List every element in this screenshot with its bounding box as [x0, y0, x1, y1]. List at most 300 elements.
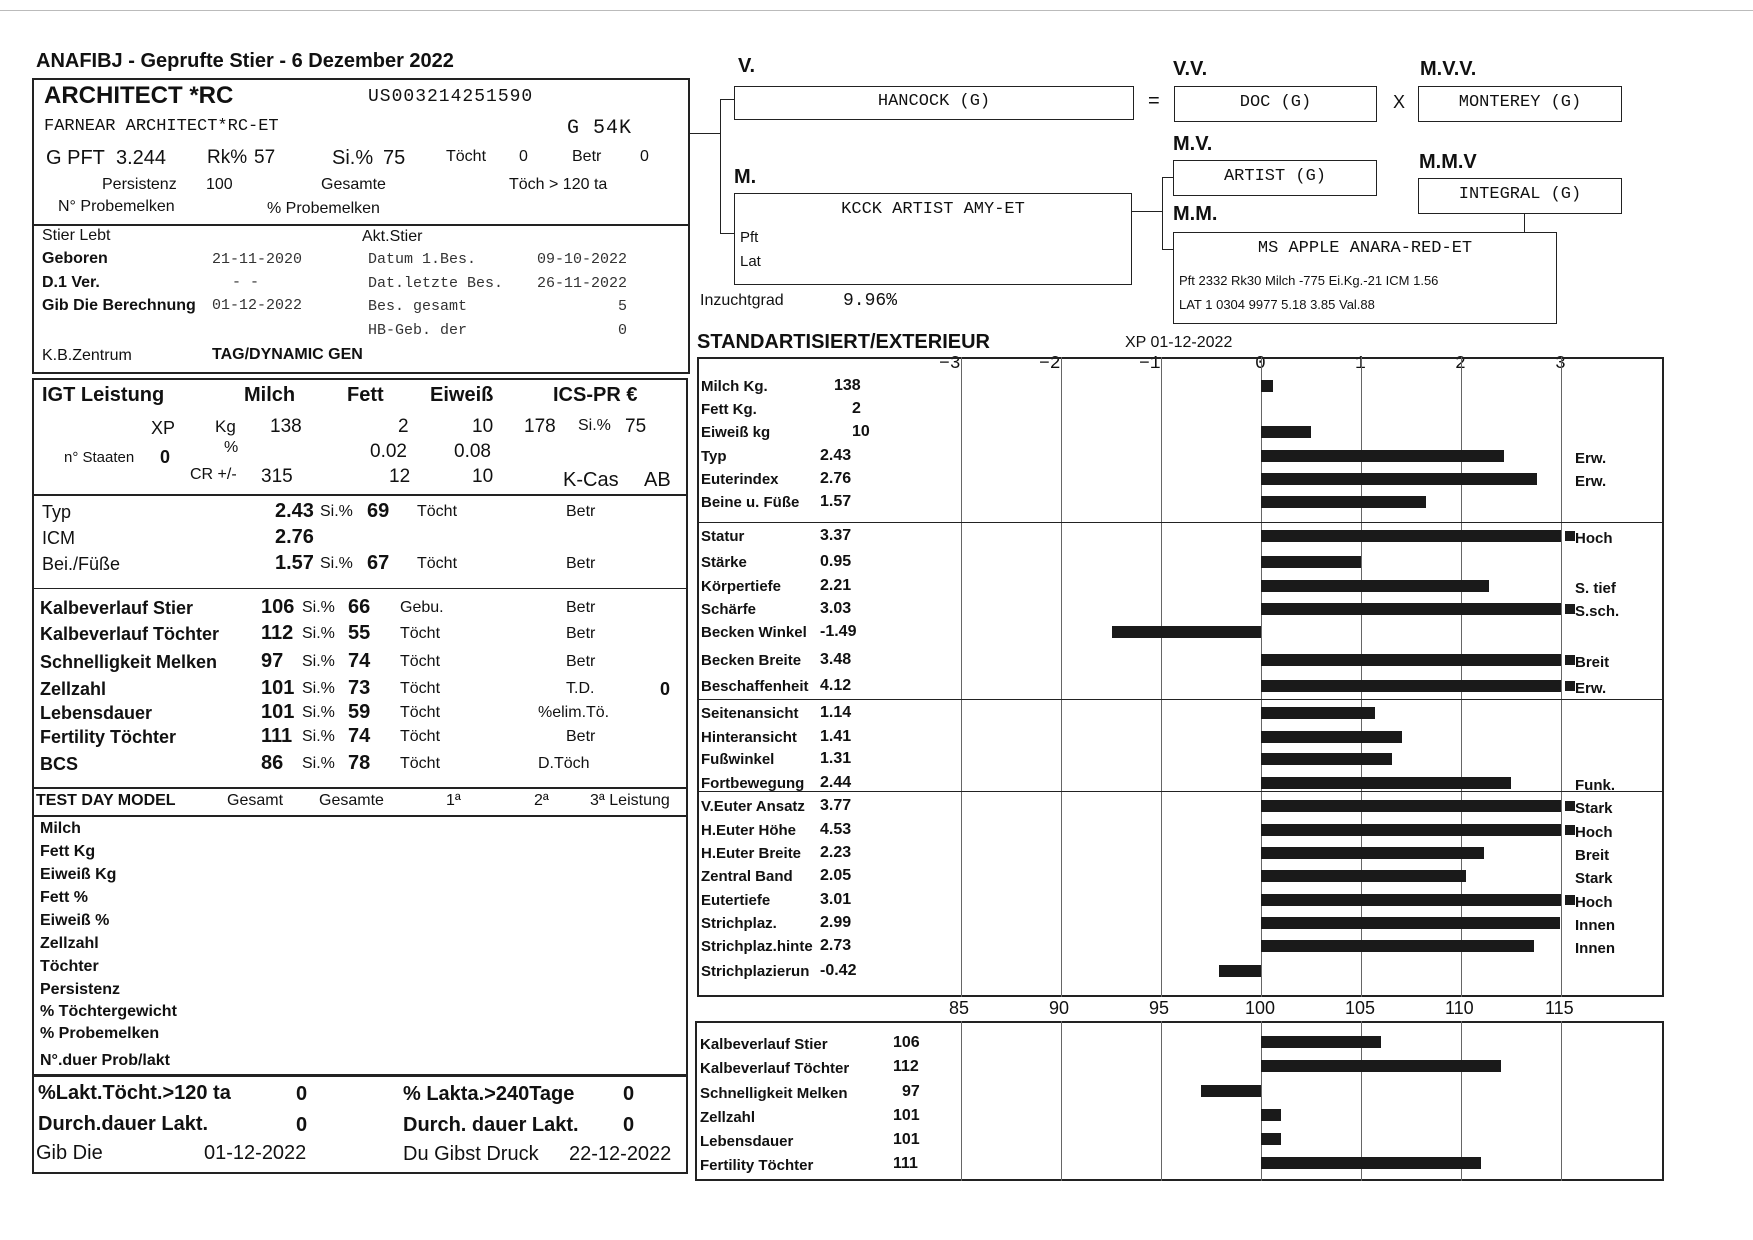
trait-si: 73: [348, 677, 371, 699]
exterieur-tag: Hoch: [1575, 894, 1613, 911]
pedigree-mv-label: M.V.: [1173, 133, 1213, 155]
dam-sire-box: ARTIST (G): [1173, 160, 1377, 196]
exterieur-tick: 2: [1455, 354, 1466, 374]
igt-kg-label: Kg: [215, 417, 236, 436]
exterieur-bar: [1261, 707, 1375, 719]
besges-value: 5: [618, 298, 628, 315]
exterieur-marker: [1565, 655, 1575, 665]
trait-si-label: Si.%: [302, 680, 335, 697]
page-title: ANAFIBJ - Geprufte Stier - 6 Dezember 2022: [36, 50, 454, 72]
trait-mid: Töcht: [400, 728, 441, 745]
exterieur-bar: [1261, 680, 1561, 692]
typ-row-label: Typ: [42, 502, 72, 522]
exterieur-marker: [1565, 895, 1575, 905]
igt-eiweiss-kg: 10: [472, 416, 494, 437]
pct-probemelken-label: % Probemelken: [267, 200, 380, 217]
igt-pct-label: %: [224, 439, 239, 456]
exterieur-value: 3.01: [820, 891, 852, 908]
exterieur-value: 1.14: [820, 704, 852, 721]
exterieur-value: 1.57: [820, 493, 852, 510]
tdm-row-label: Eiweiß Kg: [40, 866, 117, 883]
exterieur-label: V.Euter Ansatz: [701, 798, 805, 815]
durch1-value: 0: [296, 1114, 308, 1136]
gib-die-label: Gib Die: [36, 1142, 103, 1164]
akt-stier: Akt.Stier: [362, 228, 423, 245]
igt-ics-value: 178: [524, 416, 556, 437]
exterieur-tag: Erw.: [1575, 680, 1607, 697]
exterieur-tag: Erw.: [1575, 473, 1607, 490]
exterieur-bar: [1261, 940, 1534, 952]
typ-row-label: ICM: [42, 528, 75, 548]
genomic-chip: G 54K: [567, 117, 633, 140]
exterieur-value: 2.23: [820, 844, 852, 861]
lakt120-label: %Lakt.Töcht.>120 ta: [38, 1082, 231, 1104]
pedigree-link: [690, 133, 720, 134]
tdm-header-cell: 1ª: [446, 792, 461, 809]
kcas-value: AB: [644, 469, 671, 491]
functional-tick: 100: [1245, 998, 1276, 1018]
functional-tick: 90: [1049, 998, 1070, 1018]
pedigree-eq: =: [1148, 90, 1160, 112]
exterieur-label: Schärfe: [701, 601, 757, 618]
exterieur-date: XP 01-12-2022: [1125, 334, 1233, 351]
exterieur-value: 2.73: [820, 937, 852, 954]
trait-si-label: Si.%: [302, 599, 335, 616]
datletzte-label: Dat.letzte Bes.: [368, 275, 504, 292]
igt-fett-kg: 2: [398, 416, 409, 437]
typ-row-si-label: Si.%: [320, 555, 353, 572]
durch1-label: Durch.dauer Lakt.: [38, 1113, 209, 1135]
functional-tick: 115: [1545, 998, 1574, 1018]
exterieur-value: -1.49: [820, 623, 857, 640]
tdm-top-divider: [32, 787, 688, 789]
tdm-header-cell: Gesamte: [319, 792, 384, 809]
exterieur-marker: [1565, 801, 1575, 811]
typ-row-betr: Betr: [566, 555, 596, 572]
trait-mid: Gebu.: [400, 599, 444, 616]
exterieur-marker: [1565, 825, 1575, 835]
dam-dam-pft: Pft 2332 Rk30 Milch -775 Ei.Kg.-21 ICM 1.56: [1179, 273, 1439, 288]
trait-si: 66: [348, 596, 371, 618]
functional-label: Kalbeverlauf Töchter: [700, 1060, 850, 1077]
igt-xp-label: XP: [151, 418, 176, 438]
exterieur-label: Beschaffenheit: [701, 678, 809, 695]
trait-right: Betr: [566, 625, 596, 642]
durch2-value: 0: [623, 1114, 635, 1136]
dam-dam-lat: LAT 1 0304 9977 5.18 3.85 Val.88: [1179, 297, 1375, 312]
trait-mid: Töcht: [400, 625, 441, 642]
sire-dam-sire-box: MONTEREY (G): [1418, 86, 1622, 122]
exterieur-bar: [1261, 800, 1561, 812]
footer-divider: [32, 1074, 688, 1077]
igt-eiweiss-pct: 0.08: [454, 441, 491, 462]
gpft-value: 3.244: [116, 147, 167, 169]
igt-eiweiss-header: Eiweiß: [430, 384, 494, 406]
trait-mid: Töcht: [400, 680, 441, 697]
tdm-row-label: % Töchtergewicht: [40, 1003, 177, 1020]
igt-fett-header: Fett: [347, 384, 384, 406]
trait-value: 112: [261, 622, 294, 644]
trait-si: 74: [348, 725, 371, 747]
igt-title: IGT Leistung: [42, 384, 165, 406]
trait-label: Kalbeverlauf Stier: [40, 598, 194, 618]
functional-value: 111: [893, 1155, 918, 1172]
exterieur-value: 2.99: [820, 914, 852, 931]
exterieur-bar: [1261, 917, 1560, 929]
persistenz-label: Persistenz: [102, 176, 177, 193]
typ-row-si: 67: [367, 552, 390, 574]
exterieur-label: Beine u. Füße: [701, 494, 800, 511]
exterieur-bar: [1261, 380, 1273, 392]
trait-mid: Töcht: [400, 755, 441, 772]
bull-name: ARCHITECT *RC: [44, 82, 234, 109]
tdm-header-cell: TEST DAY MODEL: [36, 792, 176, 809]
functional-tick: 110: [1445, 998, 1474, 1018]
datum1-label: Datum 1.Bes.: [368, 251, 477, 268]
exterieur-value: 3.48: [820, 651, 852, 668]
igt-milch-kg: 138: [270, 416, 302, 437]
druck-value: 22-12-2022: [569, 1143, 672, 1165]
exterieur-marker: [1565, 681, 1575, 691]
tdm-row-label: N°.duer Prob/lakt: [40, 1052, 170, 1069]
trait-right: Betr: [566, 728, 596, 745]
functional-gridline: [1161, 1021, 1162, 1181]
trait-value: 111: [261, 725, 293, 747]
exterieur-label: Eiweiß kg: [701, 424, 771, 441]
igt-staaten-value: 0: [160, 447, 171, 467]
tdm-header-cell: 2ª: [534, 792, 549, 809]
functional-value: 97: [902, 1083, 920, 1100]
toch120-label: Töch > 120 ta: [509, 176, 608, 193]
exterieur-bar: [1261, 450, 1504, 462]
functional-gridline: [1061, 1021, 1062, 1181]
exterieur-label: H.Euter Höhe: [701, 822, 797, 839]
functional-gridline: [1561, 1021, 1562, 1181]
exterieur-value: 3.37: [820, 527, 852, 544]
exterieur-tag: Stark: [1575, 870, 1613, 887]
probemelken-label: N° Probemelken: [58, 198, 175, 215]
pedigree-mm-label: M.M.: [1173, 203, 1218, 225]
exterieur-label: Eutertiefe: [701, 892, 771, 909]
igt-cr-eiweiss: 10: [472, 466, 494, 487]
hbgeb-value: 0: [618, 322, 628, 339]
trait-si-label: Si.%: [302, 625, 335, 642]
functional-value: 112: [893, 1058, 919, 1075]
tdm-row-label: Milch: [40, 820, 81, 837]
functional-bar: [1261, 1036, 1381, 1048]
trait-right: Betr: [566, 653, 596, 670]
exterieur-tag: Breit: [1575, 654, 1610, 671]
rk-label: Rk%: [207, 147, 248, 168]
bull-id: US003214251590: [368, 87, 534, 107]
trait-value: 86: [261, 752, 284, 774]
exterieur-tag: S.sch.: [1575, 603, 1620, 620]
trait-si: 59: [348, 701, 371, 723]
exterieur-value: 4.12: [820, 677, 852, 694]
functional-label: Schnelligkeit Melken: [700, 1085, 848, 1102]
trait-label: BCS: [40, 754, 79, 774]
exterieur-bar: [1261, 870, 1466, 882]
exterieur-tag: Innen: [1575, 940, 1615, 957]
trait-mid: Töcht: [400, 704, 441, 721]
bull-box-divider: [32, 224, 690, 226]
gib-berechnung-label: Gib Die Berechnung: [42, 297, 196, 314]
trait-label: Fertility Töchter: [40, 727, 177, 747]
igt-si-label: Si.%: [578, 417, 611, 434]
exterieur-label: Becken Winkel: [701, 624, 807, 641]
typ-row-value: 2.76: [275, 526, 314, 548]
exterieur-value: 0.95: [820, 553, 852, 570]
pedigree-mmv-label: M.M.V: [1419, 151, 1477, 173]
typ-row-si-label: Si.%: [320, 503, 353, 520]
exterieur-marker: [1565, 604, 1575, 614]
igt-icspr-header: ICS-PR €: [553, 384, 638, 406]
trait-value: 106: [261, 596, 295, 618]
exterieur-label: Strichplaz.: [701, 915, 777, 932]
igt-fett-pct: 0.02: [370, 441, 407, 462]
exterieur-value: 2.05: [820, 867, 852, 884]
trait-si-label: Si.%: [302, 755, 335, 772]
trait-label: Schnelligkeit Melken: [40, 652, 218, 672]
betr-label: Betr: [572, 148, 602, 165]
exterieur-tick: −1: [1139, 354, 1161, 374]
dam-bracket: [1162, 177, 1163, 249]
exterieur-bar: [1261, 753, 1392, 765]
inzucht-value: 9.96%: [843, 291, 898, 311]
exterieur-bar: [1261, 847, 1484, 859]
hbgeb-label: HB-Geb. der: [368, 322, 468, 339]
dam-name: KCCK ARTIST AMY-ET: [841, 200, 1025, 219]
tdm-row-label: Töchter: [40, 958, 99, 975]
exterieur-tick: −2: [1039, 354, 1061, 374]
trait-label: Kalbeverlauf Töchter: [40, 624, 220, 644]
sire-sire-box: DOC (G): [1174, 86, 1377, 122]
datletzte-value: 26-11-2022: [537, 275, 628, 292]
typ-row-betr: Betr: [566, 503, 596, 520]
dam-dam-name: MS APPLE ANARA-RED-ET: [1257, 239, 1473, 258]
exterieur-gridline: [1161, 357, 1162, 997]
trait-value: 101: [261, 677, 295, 699]
exterieur-tag: Erw.: [1575, 450, 1607, 467]
exterieur-tag: Hoch: [1575, 530, 1613, 547]
exterieur-bar: [1261, 603, 1561, 615]
exterieur-bar: [1261, 556, 1361, 568]
pedigree-bracket-top: [720, 99, 734, 100]
exterieur-value: 1.31: [820, 750, 852, 767]
kb-zentrum-value: TAG/DYNAMIC GEN: [212, 346, 363, 363]
betr-value: 0: [640, 148, 649, 165]
si-label: Si.%: [332, 147, 374, 169]
pedigree-bracket-bottom: [720, 233, 734, 234]
typ-row-tocht: Töcht: [417, 503, 458, 520]
functional-bar: [1261, 1109, 1281, 1121]
exterieur-bar: [1261, 580, 1489, 592]
trait-si: 55: [348, 622, 371, 644]
igt-staaten-label: n° Staaten: [64, 449, 135, 466]
functional-bar: [1261, 1133, 1281, 1145]
exterieur-bar: [1261, 731, 1402, 743]
exterieur-label: Seitenansicht: [701, 705, 799, 722]
trait-si: 74: [348, 650, 371, 672]
trait-si: 78: [348, 752, 371, 774]
gesamte-label: Gesamte: [321, 176, 386, 193]
typ-row-value: 1.57: [275, 552, 314, 574]
pedigree-v-label: V.: [738, 55, 756, 77]
geboren-label: Geboren: [42, 250, 108, 267]
exterieur-label: Becken Breite: [701, 652, 802, 669]
exterieur-value: 10: [852, 423, 870, 440]
trait-si-label: Si.%: [302, 653, 335, 670]
exterieur-tick: 1: [1355, 354, 1366, 374]
page-top-rule: [0, 10, 1753, 11]
exterieur-label: Zentral Band: [701, 868, 793, 885]
bull-full-name: FARNEAR ARCHITECT*RC-ET: [44, 117, 279, 136]
pedigree-m-label: M.: [734, 166, 757, 188]
exterieur-bar: [1261, 824, 1561, 836]
dam-bracket-top: [1162, 177, 1173, 178]
typ-divider: [32, 588, 688, 589]
exterieur-bar: [1219, 965, 1261, 977]
functional-value: 101: [893, 1107, 920, 1124]
druck-label: Du Gibst Druck: [403, 1143, 539, 1165]
functional-bar: [1201, 1085, 1261, 1097]
geboren-value: 21-11-2020: [212, 251, 303, 268]
exterieur-label: Strichplazierun: [701, 963, 810, 980]
sire-box: HANCOCK (G): [734, 86, 1134, 120]
exterieur-value: 2.21: [820, 577, 852, 594]
igt-cr-fett: 12: [389, 466, 411, 487]
stier-lebt: Stier Lebt: [42, 227, 111, 244]
tdm-header-cell: 3ª Leistung: [590, 792, 670, 809]
trait-extra: 0: [660, 679, 671, 699]
exterieur-tag: Innen: [1575, 917, 1615, 934]
lakta240-value: 0: [623, 1083, 635, 1105]
exterieur-value: 2.76: [820, 470, 852, 487]
trait-value: 97: [261, 650, 284, 672]
exterieur-label: Körpertiefe: [701, 578, 782, 595]
gpft-label: G PFT: [46, 147, 105, 169]
trait-value: 101: [261, 701, 295, 723]
trait-label: Lebensdauer: [40, 703, 153, 723]
exterieur-bar: [1261, 654, 1561, 666]
trait-right: %elim.Tö.: [538, 704, 610, 721]
exterieur-tick: 0: [1255, 354, 1266, 374]
exterieur-tag: Funk.: [1575, 777, 1615, 794]
igt-milch-header: Milch: [244, 384, 296, 406]
d1-label: D.1 Ver.: [42, 274, 100, 291]
exterieur-label: H.Euter Breite: [701, 845, 802, 862]
exterieur-gridline: [1061, 357, 1062, 997]
tocht-label: Töcht: [446, 148, 487, 165]
exterieur-group-divider: [697, 699, 1664, 700]
functional-gridline: [961, 1021, 962, 1181]
gib-berechnung-value: 01-12-2022: [212, 297, 303, 314]
functional-tick: 95: [1149, 998, 1170, 1018]
functional-label: Lebensdauer: [700, 1133, 794, 1150]
exterieur-value: -0.42: [820, 962, 857, 979]
igt-cr-label: CR +/-: [190, 466, 237, 483]
tocht-value: 0: [519, 148, 528, 165]
tdm-header-divider: [32, 815, 688, 817]
durch2-label: Durch. dauer Lakt.: [403, 1114, 579, 1136]
pedigree-bracket: [720, 99, 721, 233]
exterieur-label: Fett Kg.: [701, 401, 757, 418]
functional-bar: [1261, 1060, 1501, 1072]
rk-value: 57: [254, 147, 276, 168]
besges-label: Bes. gesamt: [368, 298, 468, 315]
exterieur-bar: [1261, 496, 1426, 508]
datum1-value: 09-10-2022: [537, 251, 628, 268]
tdm-row-label: Fett Kg: [40, 843, 96, 860]
exterieur-marker: [1565, 531, 1575, 541]
tdm-header-cell: Gesamt: [227, 792, 284, 809]
si-value: 75: [383, 147, 406, 169]
exterieur-label: Euterindex: [701, 471, 779, 488]
exterieur-value: 2.43: [820, 447, 852, 464]
igt-cr-milch: 315: [261, 466, 293, 487]
exterieur-value: 4.53: [820, 821, 852, 838]
exterieur-value: 2: [852, 400, 861, 417]
dam-pft-label: Pft: [740, 229, 759, 246]
exterieur-label: Strichplaz.hinte: [701, 938, 813, 955]
typ-row-label: Bei./Füße: [42, 554, 121, 574]
dam-dam-sire-box: INTEGRAL (G): [1418, 178, 1622, 214]
exterieur-tag: Hoch: [1575, 824, 1613, 841]
pedigree-vv-label: V.V.: [1173, 58, 1208, 80]
exterieur-bar: [1112, 626, 1261, 638]
functional-label: Fertility Töchter: [700, 1157, 814, 1174]
exterieur-value: 2.44: [820, 774, 852, 791]
exterieur-label: Fußwinkel: [701, 751, 775, 768]
trait-right: Betr: [566, 599, 596, 616]
trait-right: D.Töch: [538, 755, 590, 772]
lakt120-value: 0: [296, 1083, 308, 1105]
exterieur-label: Hinteransicht: [701, 729, 797, 746]
trait-right: T.D.: [566, 680, 595, 697]
exterieur-tick: −3: [939, 354, 961, 374]
exterieur-value: 3.77: [820, 797, 852, 814]
persistenz-value: 100: [206, 176, 233, 193]
tdm-row-label: Zellzahl: [40, 935, 99, 952]
exterieur-gridline: [1561, 357, 1562, 997]
functional-value: 106: [893, 1034, 920, 1051]
exterieur-tag: Stark: [1575, 800, 1613, 817]
dam-bracket-bottom: [1162, 249, 1173, 250]
exterieur-bar: [1261, 530, 1561, 542]
gib-die-value: 01-12-2022: [204, 1142, 307, 1164]
igt-si-value: 75: [625, 416, 647, 437]
exterieur-gridline: [961, 357, 962, 997]
exterieur-label: Stärke: [701, 554, 747, 571]
tdm-row-label: Eiweiß %: [40, 912, 110, 929]
igt-divider: [32, 494, 688, 496]
typ-row-value: 2.43: [275, 500, 314, 522]
typ-row-tocht: Töcht: [417, 555, 458, 572]
exterieur-group-divider: [697, 522, 1664, 523]
exterieur-title: STANDARTISIERT/EXTERIEUR: [697, 331, 990, 353]
trait-si-label: Si.%: [302, 728, 335, 745]
exterieur-label: Typ: [701, 448, 727, 465]
exterieur-bar: [1261, 426, 1311, 438]
inzucht-label: Inzuchtgrad: [700, 292, 784, 309]
mmv-link: [1524, 214, 1525, 232]
pedigree-mvv-label: M.V.V.: [1420, 58, 1477, 80]
exterieur-value: 3.03: [820, 600, 852, 617]
exterieur-value: 1.41: [820, 728, 852, 745]
exterieur-value: 138: [834, 377, 861, 394]
dam-link: [1132, 211, 1162, 212]
exterieur-bar: [1261, 777, 1511, 789]
